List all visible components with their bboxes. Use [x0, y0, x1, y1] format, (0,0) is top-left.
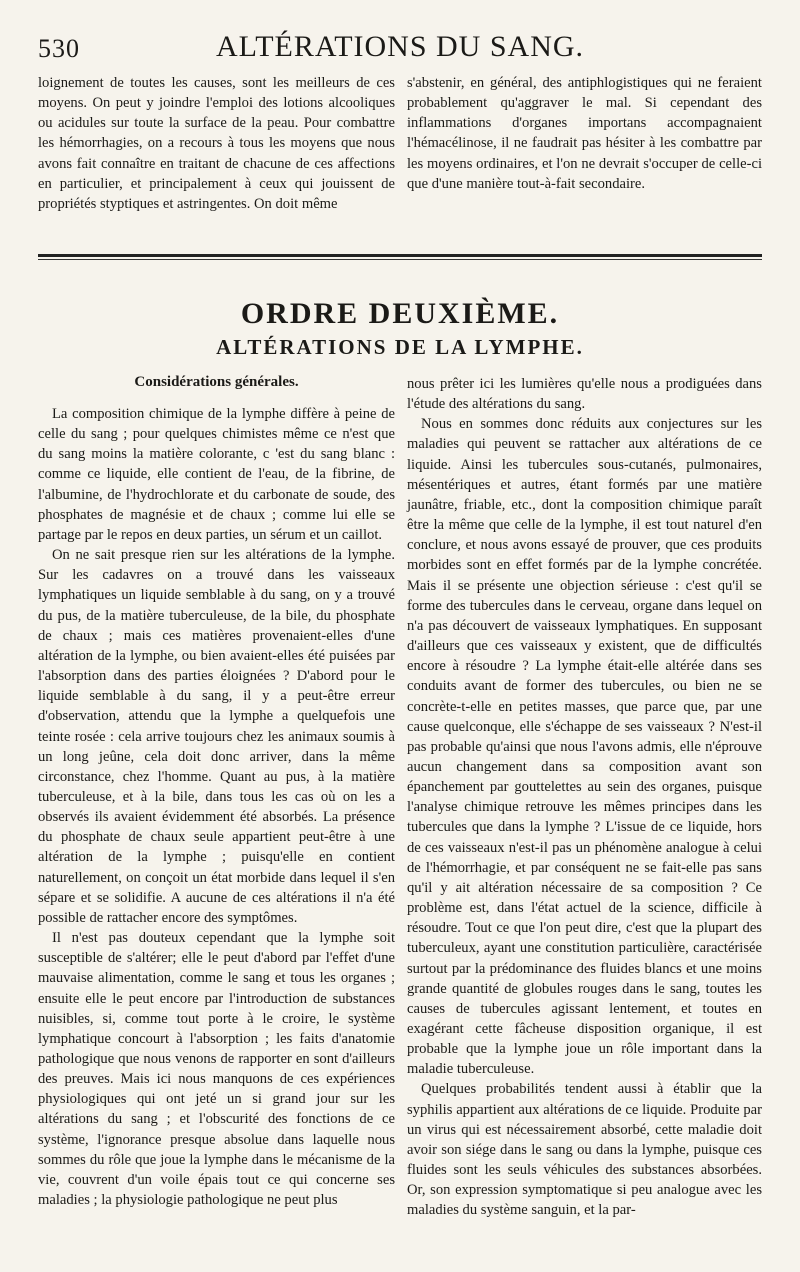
top-left-column — [38, 73, 395, 214]
subsection-title: Considérations générales. — [134, 374, 299, 390]
book-page — [38, 0, 762, 1272]
section-title: ALTÉRATIONS DE LA LYMPHE. — [216, 335, 584, 359]
top-left-paragraph: loignement de toutes les causes, sont les meilleurs de ces moyens. On peut y joindre l'emploi des lotions alcooliques ou acidules sur toute la surface de la peau. Pour combattre les hémorrhagies, on a recours à tous les moyens que nous avons fait connaître en traitant de chacune de ces affections en particulier, et principalement à ceux qui jouissent de propriétés styptiques et astringentes. On doit même — [38, 75, 395, 212]
right-paragraph-2: Nous en sommes donc réduits aux conjectures sur les maladies qui peuvent se rattacher aux altérations de ce liquide. Ainsi les tubercules sous-cutanés, pulmonaires, mésentériques et autres, étant formés par une matière jaunâtre, friable, etc., dont la composition chimique paraît être la même que celle de la lymphe, il est tout naturel d'en conclure, et nous avons essayé de prouver, que ces produits morbides sont en effet formés par de la lymphe concrétée. Mais il se présente une objection sérieuse : c'est qu'il se forme des tubercules dans le cerveau, organe dans lequel on n'a pas découvert de vaisseaux lymphatiques. En supposant d'ailleurs que ces vaisseaux y existent, que de difficultés encore à résoudre ? La lymphe était-elle altérée dans ses conduits avant de former des tubercules, ou bien ne se concrète-t-elle en petites masses, que parce que, par une cause quelconque, elle s'échappe de ses vaisseaux ? N'est-il pas probable qu'ainsi que nous l'avons admis, elle n'éprouve aucun changement dans sa composition avant son épanchement par gouttelettes au sein des organes, puisque l'analyse chimique retrouve les mêmes principes dans les tubercules que dans la lymphe ? L'issue de ce liquide, hors de ces vaisseaux n'est-il pas un phénomène analogue à celui de l'hémorrhagie, et par conséquent ne se fait-elle pas sans qu'il y ait altération nécessaire de sa composition ? Ce problème est, dans l'état actuel de la science, difficile à résoudre. Tout ce que l'on peut dire, c'est que la plupart des tuberculeux, ayant une constitution particulière, caractérisée surtout par la prédominance des fluides blancs et une moins grande quantité de globules rouges dans le sang, toutes les causes de tubercules agissant lentement, et toutes en exagérant cette fâcheuse disposition organique, il est probable que la lymphe joue un rôle important dans la maladie tuberculeuse. — [407, 416, 762, 1078]
page-number: 530 — [38, 34, 80, 63]
left-column — [38, 404, 395, 1210]
right-column — [407, 374, 762, 1221]
top-right-column — [407, 73, 762, 194]
right-paragraph-1: nous prêter ici les lumières qu'elle nous a prodiguées dans l'étude des altérations du sang. — [407, 376, 762, 413]
section-divider-thick — [38, 254, 762, 257]
left-paragraph-2: On ne sait presque rien sur les altérations de la lymphe. Sur les cadavres on a trouvé dans les vaisseaux lymphatiques un liquide semblable à du sang, on y a trouvé du pus, de la matière tuberculeuse, de la bile, du phosphate de chaux ; mais ces matières provenaient-elles d'une altération de la lymphe, ou bien avaient-elles été puisées par l'absorption dans des parties éloignées ? D'abord pour le liquide semblable à du sang, il y a peut-être erreur d'observation, attendu que la lymphe a quelquefois une teinte rosée : cela arrive toujours chez les animaux soumis à un long jeûne, cela doit donc arriver, dans la même circonstance, chez l'homme. Quant au pus, à la matière tuberculeuse, et à la bile, dans tous les cas où on les a observés ils avaient évidemment été absorbés. La présence du phosphate de chaux seule appartient peut-être à une altération de la lymphe ; puisqu'elle en contient naturellement, on conçoit un état morbide dans lequel il s'en sépare et se solidifie. A aucune de ces altérations il n'a été possible de rattacher encore des symptômes. — [38, 547, 395, 926]
running-head — [38, 30, 762, 70]
top-right-paragraph: s'abstenir, en général, des antiphlogistiques qui ne feraient probablement qu'aggraver le mal. Si cependant des inflammations d'organes importans accompagnaient l'hémacélinose, il ne faudrait pas hésiter à les combattre par les moyens ordinaires, et l'on ne devrait s'occuper de celle-ci que d'une manière tout-à-fait secondaire. — [407, 75, 762, 192]
section-divider-thin — [38, 259, 762, 260]
order-title: ORDRE DEUXIÈME. — [240, 297, 560, 330]
left-paragraph-1: La composition chimique de la lymphe diffère à peine de celle du sang ; pour quelques chimistes même ce n'est que du sang moins la matière colorante, c 'est du sang blanc : comme ce liquide, elle contient de l'eau, de la fibrine, de l'albumine, de l'hydrochlorate et du carbonate de soude, des phosphates de magnésie et de chaux ; comme lui elle se partage par le repos en deux parties, un sérum et un caillot. — [38, 406, 395, 543]
left-paragraph-3: Il n'est pas douteux cependant que la lymphe soit susceptible de s'altérer; elle le peut d'abord par l'effet d'une mauvaise alimentation, comme le sang et tous les organes ; ensuite elle le peut encore par l'introduction de substances nuisibles, si, comme tout porte à le croire, le système lymphatique concourt à l'absorption ; les faits d'anatomie pathologique que nous venons de rapporter en sont d'ailleurs des preuves. Mais ici nous manquons de ces expériences physiologiques qui ont jeté un si grand jour sur les altérations du sang ; et l'obscurité des fonctions de ce système, l'ignorance presque absolue dans laquelle nous sommes du rôle que joue la lymphe dans le mécanisme de la vie, couvrent d'un voile épais tout ce qui concerne ses maladies ; la physiologie pathologique ne peut plus — [38, 930, 395, 1209]
running-title: ALTÉRATIONS DU SANG. — [215, 30, 585, 63]
right-paragraph-3: Quelques probabilités tendent aussi à établir que la syphilis appartient aux altérations de ce liquide. Produite par un virus qui est nécessairement absorbé, cette maladie doit avoir son siége dans le sang ou dans la lymphe, puisque ces fluides sont les seuls véhicules des substances absorbées. Or, son expression symptomatique si peu analogue avec les maladies du système sanguin, et la par- — [407, 1081, 762, 1219]
